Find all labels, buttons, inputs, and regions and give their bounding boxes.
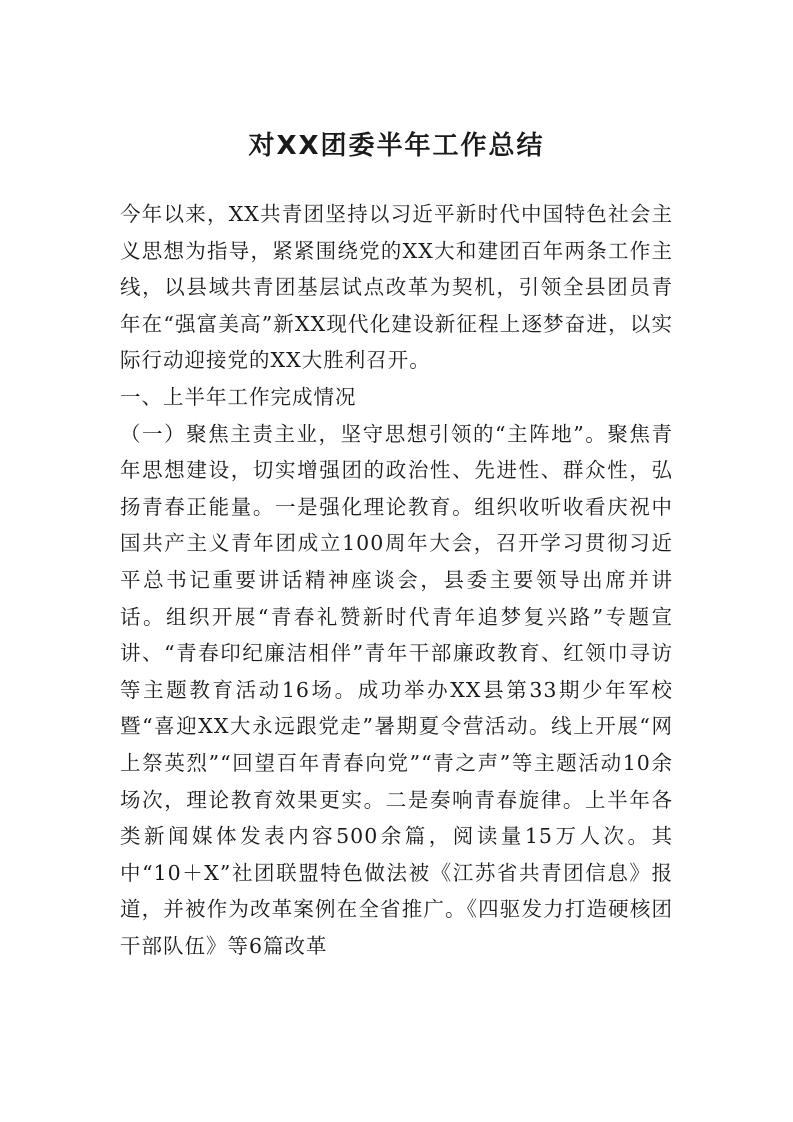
section-paragraph: （一）聚焦主责主业，坚守思想引领的“主阵地”。聚焦青年思想建设，切实增强团的政治性、先进性、群众性，弘扬青春正能量。一是强化理论教育。组织收听收看庆祝中国共产主义青年团成立100周年大会，召开学习贯彻习近平总书记重要讲话精神座谈会，县委主要领导出席并讲话。组织开展“青春礼赞新时代青年追梦复兴路”专题宣讲、“青春印纪廉洁相伴”青年干部廉政教育、红领巾寻访等主题教育活动16场。成功举办XX县第33期少年军校暨“喜迎XX大永远跟党走”暑期夏令营活动。线上开展“网上祭英烈”“回望百年青春向党”“青之声”等主题活动10余场次，理论教育效果更实。二是奏响青春旋律。上半年各类新闻媒体发表内容500余篇，阅读量15万人次。其中“10＋X”社团联盟特色做法被《江苏省共青团信息》报道，并被作为改革案例在全省推广。《四驱发力打造硬核团干部队伍》等6篇改革 xyxy=(120,421,673,958)
document-body xyxy=(120,196,673,964)
document-title: 对XX团委半年工作总结 xyxy=(248,131,545,161)
section-heading: 一、上半年工作完成情况 xyxy=(120,384,357,409)
intro-paragraph: 今年以来，XX共青团坚持以习近平新时代中国特色社会主义思想为指导，紧紧围绕党的XX大和建团百年两条工作主线，以县域共青团基层试点改革为契机，引领全县团员青年在“强富美高”新XX现代化建设新征程上逐梦奋进，以实际行动迎接党的XX大胜利召开。 xyxy=(120,202,673,373)
